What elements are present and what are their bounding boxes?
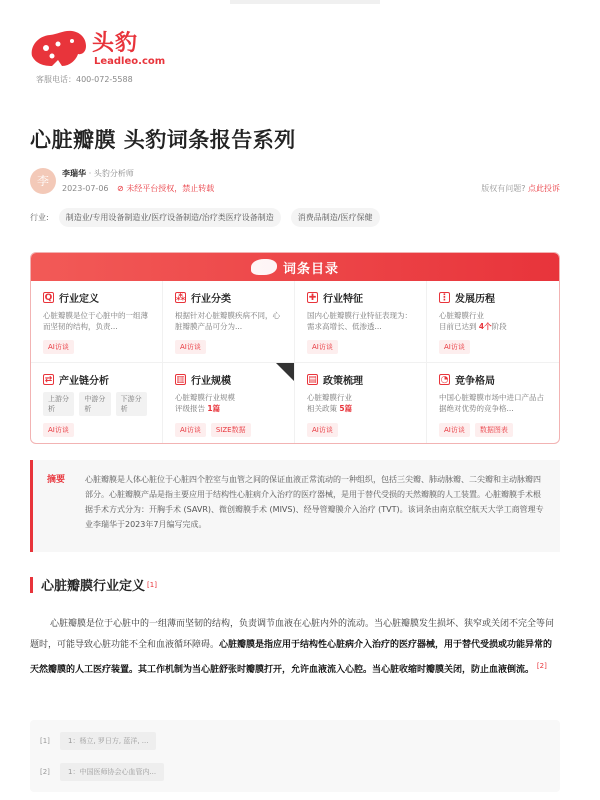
- corner-badge: [276, 363, 294, 381]
- reference-item[interactable]: [40, 732, 550, 750]
- directory-item-title: 行业分类: [191, 294, 231, 305]
- policy-icon: ▤: [308, 375, 317, 385]
- directory-item-title: 发展历程: [455, 294, 495, 305]
- copyright-report: [481, 183, 560, 194]
- directory-item-features[interactable]: [295, 281, 427, 363]
- section-marker: [30, 577, 33, 593]
- publish-date: 2023-07-06: [62, 184, 109, 193]
- sub-analysis-chip[interactable]: 上游分析: [43, 392, 74, 416]
- search-doc-icon: Q: [44, 293, 53, 303]
- service-phone: 客服电话：400-072-5588: [36, 75, 133, 84]
- data-chart-chip[interactable]: 数据图表: [475, 423, 513, 437]
- leopard-logo-icon: [28, 26, 90, 72]
- report-text: 版权有问题?: [481, 184, 526, 193]
- directory-item-competition[interactable]: [427, 363, 559, 444]
- reference-number: [2]: [40, 768, 50, 776]
- ai-interview-chip[interactable]: AI访谈: [43, 423, 74, 437]
- directory-item-desc: 心脏瓣膜是位于心脏中的一组薄而坚韧的结构，负责...: [43, 311, 148, 331]
- citation-link[interactable]: [1]: [147, 580, 157, 589]
- report-link[interactable]: 点此投诉: [528, 184, 560, 193]
- directory-item-history[interactable]: [427, 281, 559, 363]
- directory-item-title: 行业定义: [59, 294, 99, 305]
- timeline-icon: ⋮: [440, 293, 449, 303]
- directory-item-title: 政策梳理: [323, 376, 363, 387]
- directory-item-classification[interactable]: [163, 281, 295, 363]
- abstract-label: 摘要: [47, 475, 66, 485]
- directory-title: 词条目录: [282, 261, 339, 277]
- ban-icon: ⊘: [117, 184, 124, 193]
- ai-interview-chip[interactable]: AI访谈: [439, 423, 470, 437]
- sub-analysis-chip[interactable]: 中游分析: [79, 392, 110, 416]
- leopard-mini-icon: [251, 259, 277, 275]
- abstract-box: [30, 460, 560, 552]
- top-cut-bar: [230, 0, 380, 4]
- bar-chart-icon: ▥: [176, 375, 185, 385]
- citation-link[interactable]: [2]: [536, 662, 547, 670]
- ai-interview-chip[interactable]: AI访谈: [175, 423, 206, 437]
- chain-icon: ⇄: [44, 375, 53, 385]
- directory-item-desc: 根据针对心脏瓣膜疾病不同，心脏瓣膜产品可分为...: [175, 311, 280, 331]
- ai-interview-chip[interactable]: AI访谈: [439, 340, 470, 354]
- reference-text[interactable]: 1：杨立, 罗日方, 蓝洋, ...: [60, 732, 156, 750]
- directory-item-desc: 心脏瓣膜行业 目前已达到 4个阶段: [439, 311, 507, 331]
- author-line: [62, 168, 134, 179]
- brand-name: 头豹: [92, 31, 139, 56]
- industry-row: [30, 208, 380, 227]
- directory-item-definition[interactable]: [31, 281, 163, 363]
- brand-site: Leadleo.com: [94, 56, 166, 67]
- directory-item-title: 产业链分析: [59, 376, 109, 387]
- industry-tag[interactable]: 制造业/专用设备制造业/医疗设备制造/治疗类医疗设备制造: [59, 208, 281, 227]
- ai-interview-chip[interactable]: AI访谈: [43, 340, 74, 354]
- puzzle-icon: ✚: [308, 293, 317, 303]
- section-title-text: 心脏瓣膜行业定义: [41, 579, 146, 594]
- directory-item-title: 竞争格局: [455, 376, 495, 387]
- directory-item-title: 行业规模: [191, 376, 231, 387]
- reference-item[interactable]: [40, 763, 550, 781]
- definition-paragraph: [30, 614, 560, 681]
- pie-icon: ◔: [440, 375, 449, 385]
- industry-label: 行业:: [30, 213, 49, 222]
- no-repost-notice: ⊘ 未经平台授权，禁止转载: [117, 184, 215, 193]
- reference-text[interactable]: 1：中国医师协会心血管内...: [60, 763, 164, 781]
- reference-number: [1]: [40, 737, 50, 745]
- ai-interview-chip[interactable]: AI访谈: [307, 423, 338, 437]
- author-role: · 头豹分析师: [88, 169, 134, 178]
- directory-item-chain[interactable]: [31, 363, 163, 444]
- industry-tag[interactable]: 消费品制造/医疗保健: [291, 208, 380, 227]
- directory-card: [30, 252, 560, 444]
- section-title: [30, 575, 157, 594]
- sub-analysis-chip[interactable]: 下游分析: [116, 392, 147, 416]
- directory-item-desc: 中国心脏瓣膜市场中进口产品占据绝对优势的竞争格...: [439, 393, 544, 413]
- directory-item-desc: 国内心脏瓣膜行业特征表现为：需求高增长、低渗透...: [307, 311, 412, 331]
- author-meta: [62, 183, 214, 194]
- ai-interview-chip[interactable]: AI访谈: [307, 340, 338, 354]
- ai-interview-chip[interactable]: AI访谈: [175, 340, 206, 354]
- size-data-chip[interactable]: SIZE数据: [211, 423, 251, 437]
- directory-item-scale[interactable]: [163, 363, 295, 444]
- directory-item-desc: 心脏瓣膜行业 相关政策 5篇: [307, 393, 353, 413]
- directory-item-desc: 心脏瓣膜行业规模 评级报告 1篇: [175, 393, 235, 413]
- brand-logo[interactable]: [28, 26, 166, 72]
- avatar[interactable]: 李: [30, 168, 56, 194]
- abstract-text: 心脏瓣膜是人体心脏位于心脏四个腔室与血管之间的保证血液正常流动的一种组织，包括三尖瓣、肺动脉瓣、二尖瓣和主动脉瓣四部分。心脏瓣膜产品是指主要应用于结构性心脏病介入治疗的医疗器械，是用于替代受损的天然瓣膜的人工装置。心脏瓣膜手术根据手术方式分为：开胸手术 (SAVR)、微创瓣膜手术 (MIVS)、经导管瓣膜介入治疗 (TVT)。该词条由南京航空航天大学工商管理专业李瑞华于2023年7月编写完成。: [85, 475, 544, 529]
- directory-item-title: 行业特征: [323, 294, 363, 305]
- page-title: 心脏瓣膜 头豹词条报告系列: [30, 128, 296, 152]
- definition-plain-text: 心脏瓣膜是位于心脏中的一组薄而坚韧的结构，负责调节血液在心脏内外的流动。当心脏瓣膜发生损坏、狭窄或关闭不完全等问题时，可能导致心脏功能不全和血液循环障碍。: [30, 619, 555, 650]
- directory-header: [31, 253, 559, 281]
- references-box: [30, 720, 560, 792]
- author-name[interactable]: 李瑞华: [62, 169, 86, 178]
- tree-icon: ⁂: [176, 293, 186, 303]
- directory-item-policy[interactable]: [295, 363, 427, 444]
- definition-bold-text: 心脏瓣膜是指应用于结构性心脏病介入治疗的医疗器械，用于替代受损或功能异常的天然瓣膜的人工医疗装置。其工作机制为当心脏舒张时瓣膜打开，允许血液流入心腔。当心脏收缩时瓣膜关闭，防止血液倒流。: [30, 640, 553, 675]
